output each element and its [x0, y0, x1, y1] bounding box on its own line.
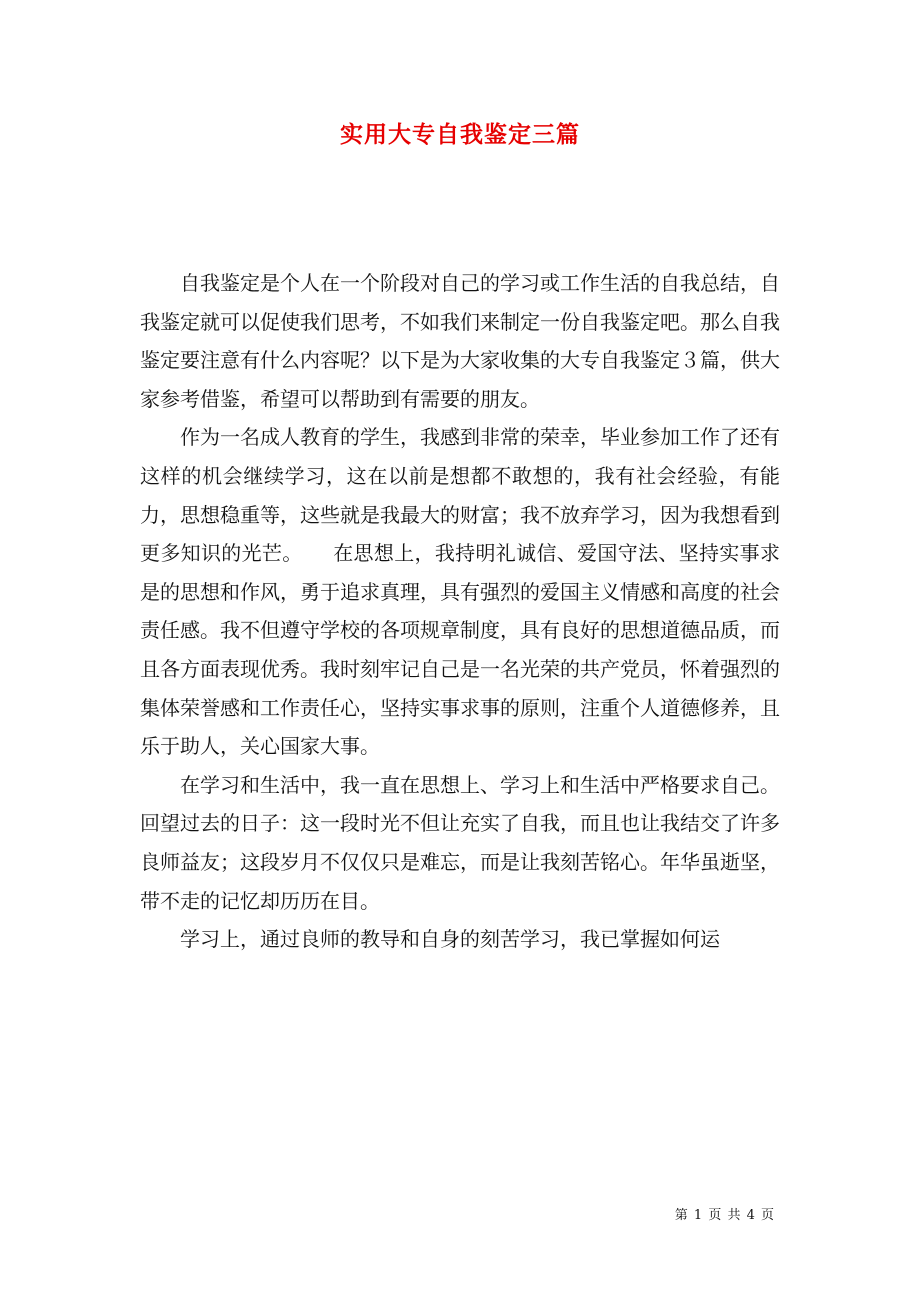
- document-body: [140, 264, 780, 959]
- document-title: 实用大专自我鉴定三篇: [340, 121, 580, 148]
- paragraph-life: 在学习和生活中，我一直在思想上、学习上和生活中严格要求自己。回望过去的日子：这一段时光不但让充实了自我，而且也让我结交了许多良师益友；这段岁月不仅仅只是难忘，而是让我刻苦铭心。年华虽逝坚，带不走的记忆却历历在目。: [140, 772, 780, 913]
- paragraph-thought: 作为一名成人教育的学生，我感到非常的荣幸，毕业参加工作了还有这样的机会继续学习，这在以前是想都不敢想的，我有社会经验，有能力，思想稳重等，这些就是我最大的财富；我不放弃学习，因为我想看到更多知识的光芒。 在思想上，我持明礼诚信、爱国守法、坚持实事求是的思想和作风，勇于追求真理，具有强烈的爱国主义情感和高度的社会责任感。我不但遵守学校的各项规章制度，具有良好的思想道德品质，而且各方面表现优秀。我时刻牢记自己是一名光荣的共产党员，怀着强烈的集体荣誉感和工作责任心，坚持实事求事的原则，注重个人道德修养，且乐于助人，关心国家大事。: [140, 425, 780, 759]
- page-number: 第 1 页 共 4 页: [674, 1208, 775, 1223]
- paragraph-study: 学习上，通过良师的教导和自身的刻苦学习，我已掌握如何运: [180, 927, 720, 952]
- paragraph-intro: 自我鉴定是个人在一个阶段对自己的学习或工作生活的自我总结，自我鉴定就可以促使我们思考，不如我们来制定一份自我鉴定吧。那么自我鉴定要注意有什么内容呢？以下是为大家收集的大专自我鉴定３篇，供大家参考借鉴，希望可以帮助到有需要的朋友。: [140, 271, 780, 411]
